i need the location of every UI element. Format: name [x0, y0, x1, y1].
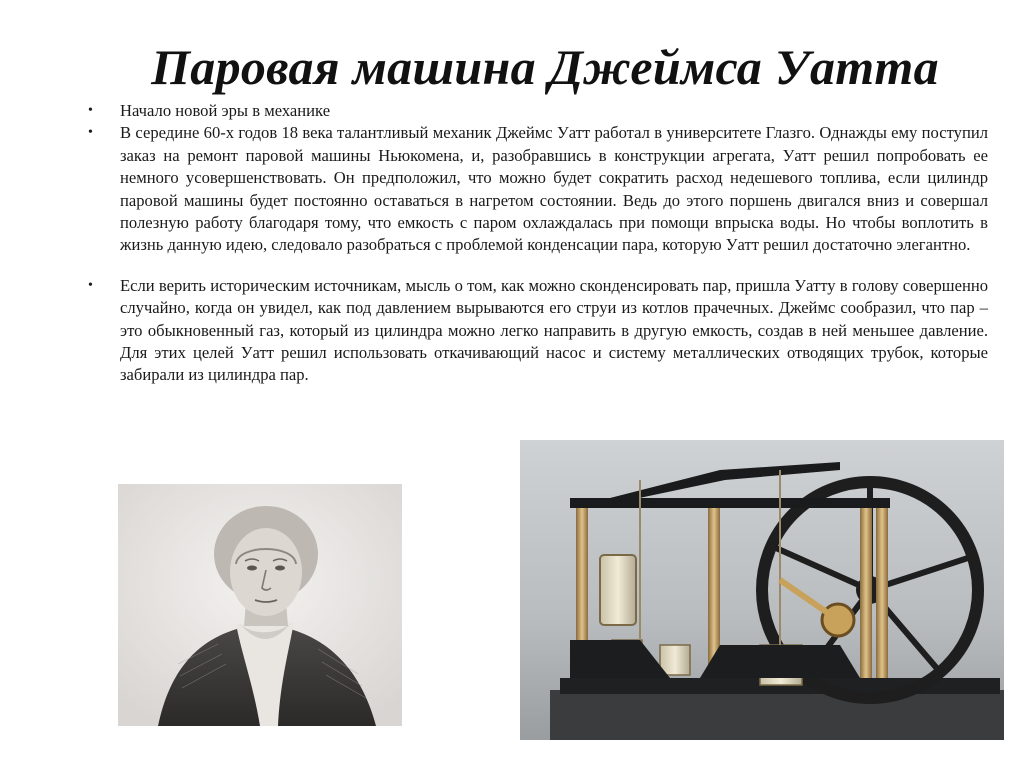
bullet-item — [88, 122, 988, 256]
bullet-item — [88, 100, 988, 122]
bullet-item — [88, 275, 988, 387]
james-watt-portrait — [118, 484, 402, 726]
bullet-text: Начало новой эры в механике — [120, 101, 331, 120]
bullet-dot: • — [88, 125, 93, 141]
bullet-dot: • — [88, 277, 93, 293]
bullet-list — [88, 100, 988, 387]
bullet-text: В середине 60-х годов 18 века талантливый механик Джеймс Уатт работал в университете Глазго. Однажды ему поступил заказ на ремонт паровой машины Ньюкомена, и, разобравшись в конструкции агрегата, Уатт решил попробовать ее немного усовершенствовать. Он предположил, что можно будет сократить расход недешевого топлива, если цилиндр паровой машины будет постоянно оставаться в нагретом состоянии. Ведь до этого поршень двигался вниз и совершал полезную работу благодаря тому, что емкость с паром охлаждалась при помощи впрыска воды. Но чтобы воплотить в жизнь данную идею, следовало разобраться с проблемой конденсации пара, которую Уатт решил достаточно элегантно. — [120, 123, 988, 255]
bullet-dot: • — [88, 103, 93, 118]
bullet-text: Если верить историческим источникам, мысль о том, как можно сконденсировать пар, пришла Уатту в голову совершенно случайно, когда он увидел, как под давлением вырываются его струи из котлов прачечных. Джеймс сообразил, что пар – это обыкновенный газ, который из цилиндра можно легко направить в другую емкость, создав в ней меньшее давление. Для этих целей Уатт решил использовать откачивающий насос и систему металлических отводящих трубок, которые забирали из цилиндра пар. — [120, 275, 988, 385]
steam-engine-photo — [520, 440, 1004, 740]
slide-title: Паровая машина Джеймса Уатта — [151, 39, 939, 95]
